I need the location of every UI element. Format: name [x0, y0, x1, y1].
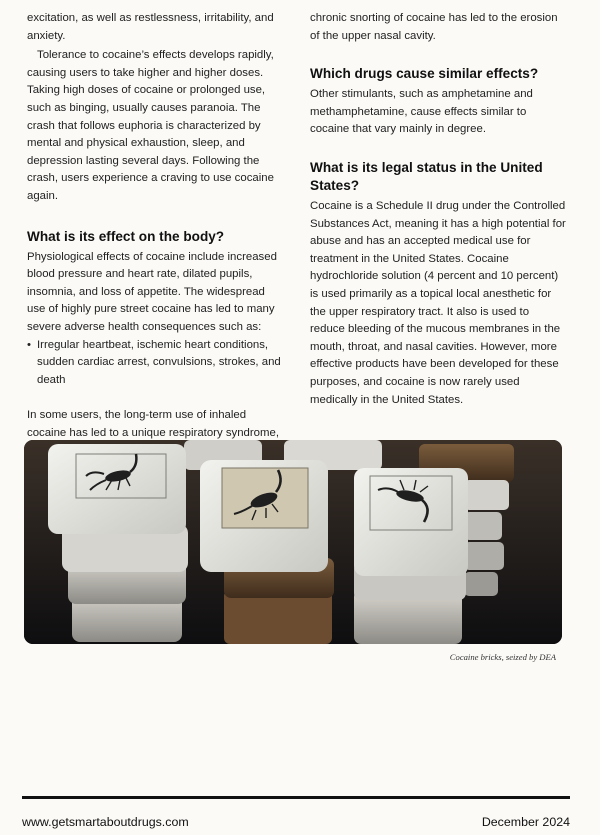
left-column [27, 10, 285, 460]
photo-caption: Cocaine bricks, seized by DEA [449, 652, 556, 662]
health-consequences-list [27, 337, 285, 390]
paragraph-respiratory: In some users, the long-term use of inhaled cocaine has led to a unique respiratory syndrome, [27, 409, 280, 439]
paragraph-legal-status: Cocaine is a Schedule II drug under the Controlled Substances Act, meaning it has a high potential for abuse and has an accepted medical use for treatment in the United States. Cocaine hydrochloride solution (4 percent and 10 percent) is used primarily as a topical local anesthetic for the upper respiratory tract. It also is used to reduce bleeding of the mucous membranes in the mouth, throat, and nasal cavities. However, more effective products have been developed for these purposes, and cocaine is now rarely used medically in the United States. [310, 199, 566, 406]
footer-date: December 2024 [481, 815, 570, 829]
footer-website-url[interactable]: www.getsmartaboutdrugs.com [22, 815, 189, 829]
heading-legal-status: What is its legal status in the United States? [310, 159, 543, 193]
footer-divider [22, 796, 570, 799]
paragraph-excitation: excitation, as well as restlessness, irritability, and anxiety. [27, 12, 274, 42]
list-item: • Irregular heartbeat, ischemic heart conditions, sudden cardiac arrest, convulsions, strokes, and death [27, 337, 285, 390]
paragraph-tolerance: Tolerance to cocaine’s effects develops rapidly, causing users to take higher and higher doses. Taking high doses of cocaine or prolonged use, such as binging, usually causes paranoia. The crash that follows euphoria is characterized by mental and physical exhaustion, sleep, and depression lasting several days. Following the crash, users experience a craving to use cocaine again. [27, 49, 274, 202]
heading-similar-drugs: Which drugs cause similar effects? [310, 66, 539, 82]
paragraph-similar-drugs: Other stimulants, such as amphetamine and methamphetamine, cause effects similar to cocaine that vary mainly in degree. [310, 88, 533, 136]
paragraph-physiological-effects: Physiological effects of cocaine include increased blood pressure and heart rate, dilated pupils, insomnia, and loss of appetite. The widespread use of highly pure street cocaine has led to many severe adverse health consequences such as: [27, 250, 277, 333]
cocaine-bricks-photo [24, 440, 562, 644]
right-column [310, 10, 566, 409]
paragraph-nasal-erosion: chronic snorting of cocaine has led to the erosion of the upper nasal cavity. [310, 12, 558, 42]
heading-effect-on-body: What is its effect on the body? [27, 228, 225, 244]
